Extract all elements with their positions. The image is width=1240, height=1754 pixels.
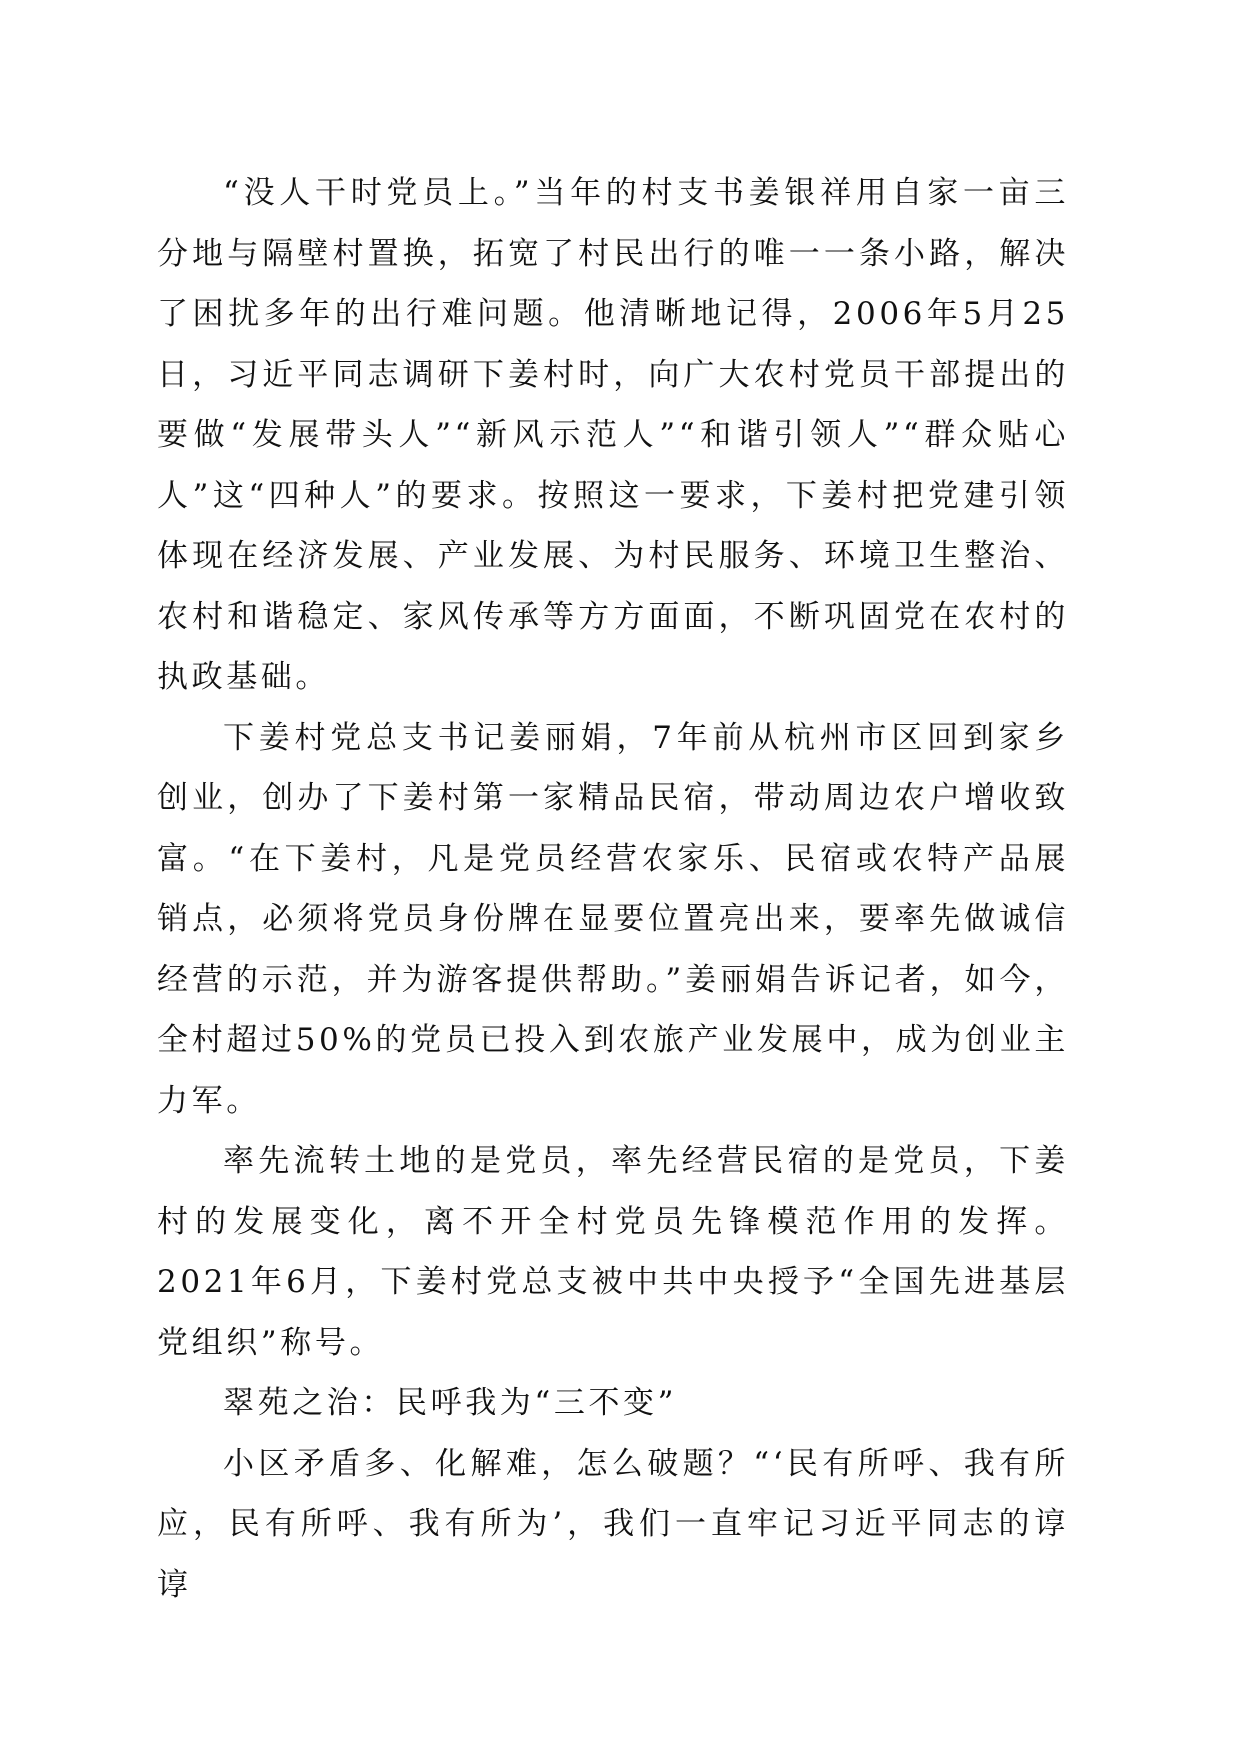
paragraph-1: “没人干时党员上。”当年的村支书姜银祥用自家一亩三分地与隔壁村置换，拓宽了村民出行的唯一一条小路，解决了困扰多年的出行难问题。他清晰地记得，2006年5月25日，习近平同志调研下姜村时，向广大农村党员干部提出的要做“发展带头人”“新风示范人”“和谐引领人”“群众贴心人”这“四种人”的要求。按照这一要求，下姜村把党建引领体现在经济发展、产业发展、为村民服务、环境卫生整治、农村和谐稳定、家风传承等方方面面，不断巩固党在农村的执政基础。 [157, 175, 1069, 695]
paragraph-4: 小区矛盾多、化解难，怎么破题？“‘民有所呼、我有所应，民有所呼、我有所为’，我们一直牢记习近平同志的谆谆 [157, 1445, 1069, 1603]
paragraph-2: 下姜村党总支书记姜丽娟，7年前从杭州市区回到家乡创业，创办了下姜村第一家精品民宿，带动周边农户增收致富。“在下姜村，凡是党员经营农家乐、民宿或农特产品展销点，必须将党员身份牌在显要位置亮出来，要率先做诚信经营的示范，并为游客提供帮助。”姜丽娟告诉记者，如今，全村超过50%的党员已投入到农旅产业发展中，成为创业主力军。 [157, 719, 1069, 1119]
section-heading: 翠苑之治：民呼我为“三不变” [223, 1385, 678, 1421]
paragraph-3: 率先流转土地的是党员，率先经营民宿的是党员，下姜村的发展变化，离不开全村党员先锋模范作用的发挥。2021年6月，下姜村党总支被中共中央授予“全国先进基层党组织”称号。 [157, 1143, 1069, 1361]
body-text [157, 163, 1069, 1615]
